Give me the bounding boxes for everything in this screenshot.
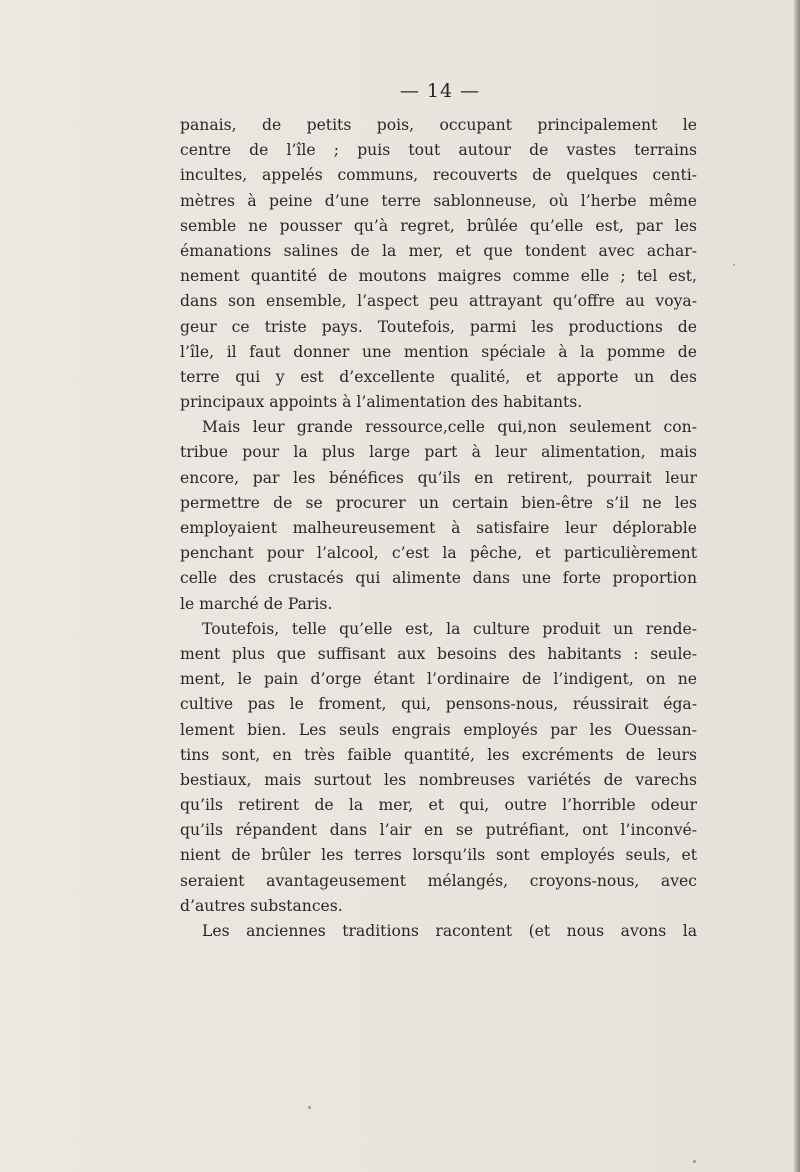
paper-speck — [308, 1106, 311, 1109]
text-line: lement bien. Les seuls engrais employés par les Ouessan- — [180, 720, 697, 739]
text-line: cultive pas le froment, qui, pensons-nous, réussirait éga- — [180, 695, 697, 714]
text-line: tribue pour la plus large part à leur alimentation, mais — [180, 443, 697, 462]
body-text — [180, 113, 697, 944]
page-edge-shadow — [794, 0, 800, 1172]
text-line: mètres à peine d’une terre sablonneuse, où l’herbe même — [180, 191, 697, 210]
paper-speck — [733, 264, 735, 266]
text-line: panais, de petits pois, occupant principalement le — [180, 116, 697, 134]
text-line: encore, par les bénéfices qu’ils en retirent, pourrait leur — [180, 468, 697, 487]
text-line: Les anciennes traditions racontent (et nous avons la — [202, 922, 697, 940]
text-line: centre de l’île ; puis tout autour de vastes terrains — [180, 141, 697, 160]
text-line: l’île, il faut donner une mention spéciale à la pomme de — [180, 342, 697, 361]
text-line: employaient malheureusement à satisfaire leur déplorable — [180, 519, 697, 537]
text-line: qu’ils retirent de la mer, et qui, outre l’horrible odeur — [180, 796, 697, 815]
text-line: nient de brûler les terres lorsqu’ils sont employés seuls, et — [180, 846, 697, 865]
text-line: tins sont, en très faible quantité, les excréments de leurs — [180, 745, 697, 764]
text-line: d’autres substances. — [180, 896, 343, 915]
text-line: bestiaux, mais surtout les nombreuses variétés de varechs — [180, 770, 697, 789]
text-line: ment plus que suffisant aux besoins des habitants : seule- — [180, 644, 697, 663]
text-line: Mais leur grande ressource,celle qui,non seulement con- — [202, 418, 697, 437]
text-line: ment, le pain d’orge étant l’ordinaire de l’indigent, on ne — [180, 670, 697, 689]
text-line: principaux appoints à l’alimentation des habitants. — [180, 393, 583, 412]
text-line: terre qui y est d’excellente qualité, et apporte un des — [180, 367, 697, 386]
text-line: Toutefois, telle qu’elle est, la culture produit un rende- — [202, 619, 697, 638]
text-line: émanations salines de la mer, et que tondent avec achar- — [180, 241, 697, 260]
text-line: incultes, appelés communs, recouverts de quelques centi- — [180, 166, 697, 185]
paper-speck — [693, 1160, 696, 1163]
text-line: nement quantité de moutons maigres comme elle ; tel est, — [180, 267, 697, 286]
text-line: semble ne pousser qu’à regret, brûlée qu’elle est, par les — [180, 216, 697, 235]
text-line: geur ce triste pays. Toutefois, parmi les productions de — [180, 317, 697, 336]
text-line: seraient avantageusement mélangés, croyons-nous, avec — [180, 871, 697, 890]
text-line: dans son ensemble, l’aspect peu attrayant qu’offre au voya- — [180, 292, 697, 311]
text-line: permettre de se procurer un certain bien-être s’il ne les — [180, 493, 697, 512]
page-number: — 14 — — [399, 80, 481, 102]
text-line: le marché de Paris. — [180, 594, 333, 613]
text-line: penchant pour l’alcool, c’est la pêche, et particulièrement — [180, 544, 697, 563]
text-line: qu’ils répandent dans l’air en se putréfiant, ont l’inconvé- — [180, 821, 697, 840]
text-line: celle des crustacés qui alimente dans une forte proportion — [180, 569, 697, 588]
